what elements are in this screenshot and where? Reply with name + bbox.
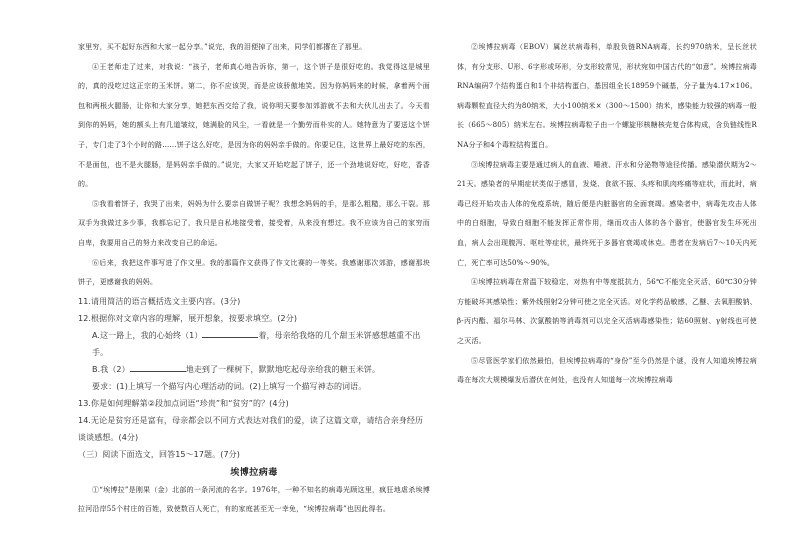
article-paragraph-3: ③埃博拉病毒主要是通过病人的血液、唾液、汗水和分泌物等途径传播。感染潜伏期为2～21天。感染者的早期症状类似于感冒，发烧、食欲不振、头疼和肌肉疼痛等症状，而此时，病毒已经开始攻击人体的免疫系统，随后便是内脏器官的全面衰竭。感染者中，病毒先攻击人体中的白细胞，导致白细胞不能发挥正常作用，继而攻击人体的各个器官，使器官发生坏死出血，病人会出现腹泻、呕吐等症状，最终死于多器官衰竭或休克。患者在发病后7～10天内死亡，死亡率可达50%～90%。 [457,160,757,267]
section-3-heading: （三）阅读下面选文，回答15～17题。(7分) [78,449,240,459]
question-12-a [78,327,430,361]
passage-paragraph-6: ⑥后来，我把这件事写进了作文里。我的那篇作文获得了作文比赛的一等奖。我感谢那次郊游，感谢那块饼子，更感谢我的妈妈。 [78,258,430,287]
question-12-b-suffix: 地走到了一棵树下，默默地吃起母亲给我的糖玉米饼。 [185,364,381,374]
question-12: 12.根据你对文章内容的理解，展开想象，按要求填空。(2分) [78,313,298,323]
question-14: 14.无论是贫穷还是富有，母亲都会以不同方式表达对我们的爱，读了这篇文章，请结合亲身经历谈谈感想。(4分) [78,415,424,442]
question-11: 11.请用简洁的语言概括选文主要内容。(3分) [78,296,241,306]
article-paragraph-4: ④埃博拉病毒在常温下较稳定，对热有中等度抵抗力，56℃不能完全灭活，60℃30分钟方能破坏其感染性；紫外线照射2分钟可使之完全灭活。对化学药品敏感，乙醚、去氧胆酸钠、β-丙内酯、福尔马林、次氯酸钠等消毒剂可以完全灭活病毒感染性；钴60照射、γ射线也可使之灭活。 [457,278,757,345]
article-paragraph-5: ⑤尽管医学家们依然最怕，但埃博拉病毒的“身份”至今仍然是个谜，没有人知道埃博拉病毒在每次大规模爆发后潜伏在何处，也没有人知道每一次埃博拉病毒 [457,356,757,385]
passage-paragraph-5: ⑤我看着饼子，我哭了出来，妈妈为什么要亲自做饼子呢？我想念妈妈的手，是那么粗糙，那么干裂。那双手为我做过多少事，我都忘记了，我只是自私地接受着，接受着，从来没有想过。我不应该为自己的家穷而自卑，我要用自己的努力来改变自己的命运。 [78,199,430,247]
blank-2[interactable] [130,363,186,372]
question-13: 13.你是如何理解第②段加点词语“珍贵”和“贫穷”的？(4分) [78,398,289,408]
article-paragraph-1: ①“埃博拉”是刚果（金）北部的一条河流的名字。1976年，一种不知名的病毒光顾这里，疯狂地虐杀埃博拉河沿岸55个村庄的百姓，致使数百人死亡，有的家庭甚至无一幸免，“埃博拉病毒”也因此得名。 [78,485,430,514]
article-paragraph-2: ②埃博拉病毒（EBOV）属丝状病毒科，单股负链RNA病毒，长约970纳米，呈长丝状体，有分支形、U形、6字形或环形，分支形较常见，形状宛如中国古代的“如意”。埃博拉病毒RNA编码7个结构蛋白和1个非结构蛋白，基因组全长18959个碱基，分子量为4.17×106。病毒颗粒直径大约为80纳米，大小100纳米×（300～1500）纳米，感染能力较强的病毒一般长（665～805）纳米左右。埃博拉病毒粒子由一个螺旋形核糖核壳复合体构成，含负链线性RNA分子和4个毒粒结构蛋白。 [457,43,757,149]
blank-1[interactable] [202,329,258,338]
right-column [457,38,757,391]
article-title: 埃博拉病毒 [230,467,278,478]
question-12-b [78,361,430,378]
passage-paragraph-4: ④王老师走了过来，对我说：“孩子，老师真心地告诉你，第一，这个饼子是很好吃的。我觉得这是城里的，真的没吃过这正宗的玉米饼。第二，你不应该哭，而是应该骄傲地笑。因为你妈妈来的时候，拿着两个面包和两根火腿肠，让你和大家分享，她把东西交给了我，说你明天要参加郊游就不去和大伙儿出去了。今天看到你的妈妈，她的额头上有几道皱纹，她满脸的风尘，一看就是一个勤劳而朴实的人。她特意为了要送这个饼子，专门走了3个小时的路……饼子这么好吃，是因为你的妈妈亲手做的。你要记住，这世界上最好吃的东西，不是面包，也不是火腿肠，是妈妈亲手做的。”说完，大家又开始吃起了饼子，还一个劲地说好吃，好吃，香香的。 [78,62,430,189]
question-12-requirement: 要求：(1)上填写一个描写内心理活动的词。(2)上填写一个描写神态的词语。 [92,381,367,391]
question-12-a-suffix: 着，母亲给我烙的几个甜玉米饼感想越重不出手。 [92,330,421,357]
question-12-a-prefix: A.这一路上，我的心始终（1） [92,330,203,340]
question-12-b-prefix: B.我（2） [92,364,130,374]
left-column [78,38,430,520]
passage-intro: 家里穷，买不起好东西和大家一起分享。”说完，我的泪便掉了出来，同学们都撂在了那里。 [78,43,367,51]
